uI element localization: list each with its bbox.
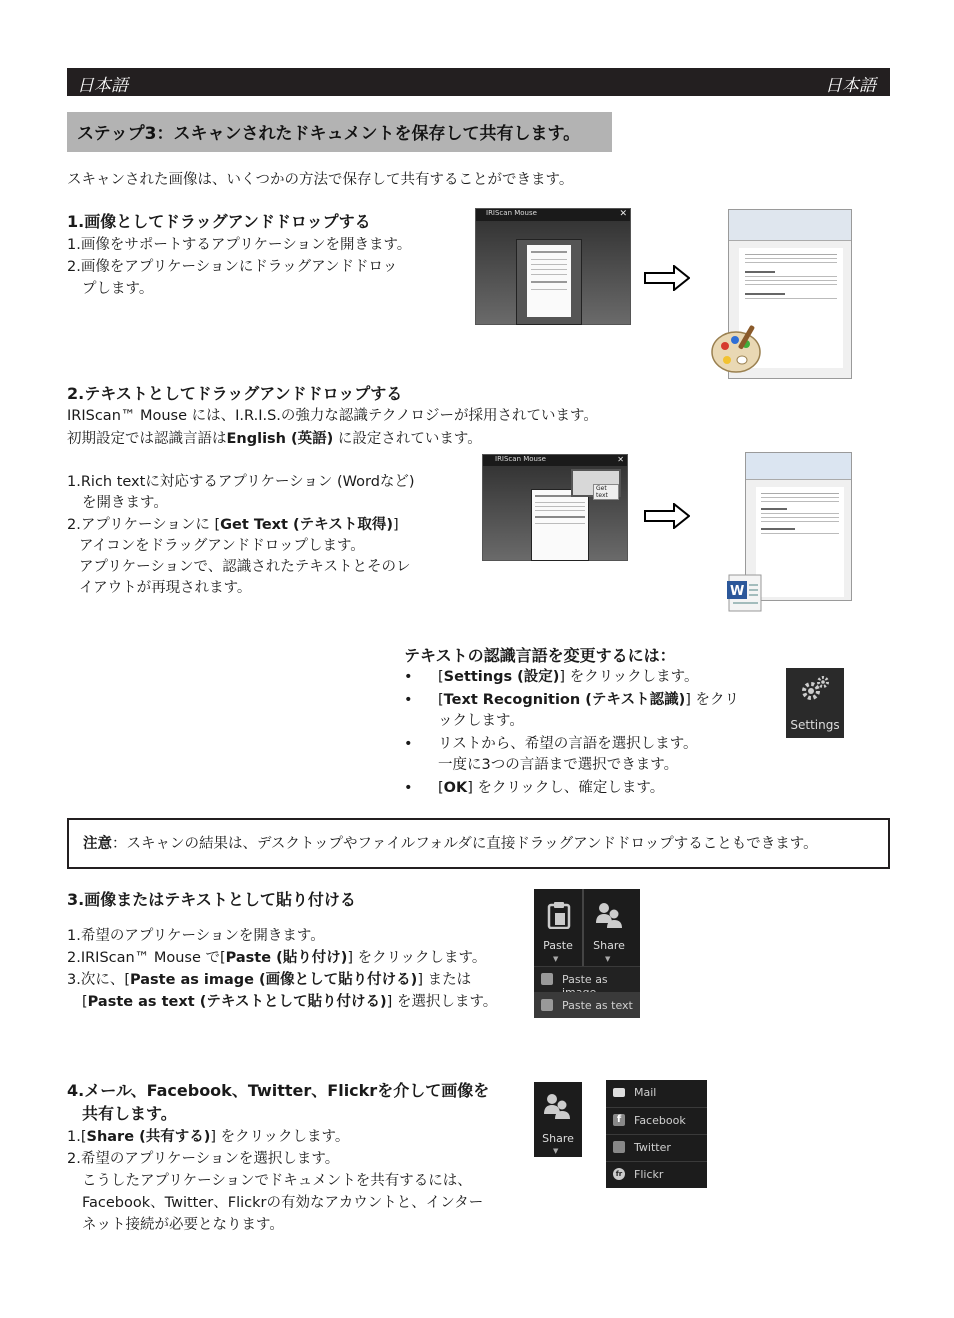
section2-heading: 2.テキストとしてドラッグアンドドロップする — [67, 384, 403, 403]
scanned-document-preview-2 — [531, 489, 589, 561]
section2-step1-cont: を開きます。 — [82, 495, 168, 511]
scanned-document-frame — [516, 239, 582, 325]
step-title: ステップ3：スキャンされたドキュメントを保存して共有します。 — [67, 112, 612, 152]
section4-step1: 1.[Share (共有する)] をクリックします。 — [67, 1129, 350, 1145]
section3-step3: 3.次に、[Paste as image (画像として貼り付ける)] または — [67, 972, 472, 988]
section4-heading-cont: 共有します。 — [82, 1104, 177, 1123]
note-box — [67, 818, 890, 869]
facebook-icon: f — [613, 1114, 625, 1126]
twitter-icon — [613, 1141, 625, 1153]
section1-heading: 1.画像としてドラッグアンドドロップする — [67, 212, 371, 231]
intro-text: スキャンされた画像は、いくつかの方法で保存して共有することができます。 — [67, 172, 574, 188]
section2-step2-cont2: アプリケーションで、認識されたテキストとそのレ — [79, 559, 411, 575]
text-document-icon — [541, 999, 553, 1011]
close-icon: ✕ — [619, 209, 627, 219]
share-twitter-item[interactable] — [606, 1134, 707, 1160]
header-language-left: 日本語 — [77, 76, 128, 96]
paste-button[interactable] — [534, 889, 584, 966]
section2-step1: 1.Rich textに対応するアプリケーション (Wordなど) — [67, 474, 415, 490]
share-label: Share — [593, 939, 625, 952]
section3-step3-cont: [Paste as text (テキストとして貼り付ける)] を選択します。 — [82, 994, 498, 1010]
section4-step2-cont1: こうしたアプリケーションでドキュメントを共有するには、 — [82, 1173, 472, 1189]
get-text-label: Get text — [593, 484, 619, 500]
chevron-down-icon: ▼ — [553, 955, 559, 963]
section1-step2: 2.画像をアプリケーションにドラッグアンドドロッ — [67, 259, 398, 275]
paint-palette-icon — [708, 322, 764, 378]
chevron-down-icon-2: ▼ — [605, 955, 611, 963]
section3-step2: 2.IRIScan™ Mouse で[Paste (貼り付け)] をクリックします。 — [67, 950, 487, 966]
share-facebook-item[interactable] — [606, 1107, 707, 1133]
section4-step2-cont2: Facebook、Twitter、Flickrの有効なアカウントと、インター — [82, 1195, 484, 1211]
section4-heading: 4.メール、Facebook、Twitter、Flickrを介して画像を — [67, 1081, 490, 1100]
language-step-ok: • [OK] をクリックし、確定します。 — [400, 778, 760, 799]
settings-label: Settings — [790, 718, 840, 732]
section4-step2: 2.希望のアプリケーションを選択します。 — [67, 1151, 340, 1167]
note-text: ：スキャンの結果は、デスクトップやファイルフォルダに直接ドラッグアンドドロップすることもできます。 — [112, 836, 818, 852]
close-icon-2: ✕ — [617, 455, 624, 464]
section2-step2-cont1: アイコンをドラッグアンドドロップします。 — [79, 538, 365, 554]
language-step-text-recognition: • [Text Recognition (テキスト認識)] をクリ ックします。 — [400, 690, 760, 732]
iriscan-gettext-screenshot — [482, 454, 628, 561]
section3-step1: 1.希望のアプリケーションを開きます。 — [67, 928, 325, 944]
share-mail-label: Mail — [634, 1086, 657, 1099]
language-step-settings: • [Settings (設定)] をクリックします。 — [400, 667, 760, 688]
get-text-drag-icon[interactable] — [571, 469, 621, 497]
share-flickr-item[interactable] — [606, 1161, 707, 1187]
language-step-select: • リストから、希望の言語を選択します。 一度に3つの言語まで選択できます。 — [400, 734, 760, 776]
paste-label: Paste — [543, 939, 573, 952]
section2-step2: 2.アプリケーションに [Get Text (テキスト取得)] — [67, 517, 399, 533]
header-language-right: 日本語 — [825, 76, 876, 96]
section2-paragraph1: IRIScan™ Mouse には、I.R.I.S.の強力な認識テクノロジーが採用されています。 — [67, 408, 598, 424]
clipboard-icon — [547, 901, 571, 929]
language-steps-list — [400, 667, 760, 799]
share-button[interactable] — [584, 889, 634, 966]
section2-step2-cont3: イアウトが再現されます。 — [79, 580, 252, 596]
language-heading: テキストの認識言語を変更するには： — [404, 646, 676, 665]
scanned-document-preview — [527, 245, 571, 317]
word-document-icon — [725, 573, 767, 613]
svg-text:W: W — [730, 584, 745, 599]
share-people-icon — [595, 901, 623, 929]
share-mail-item[interactable] — [606, 1080, 707, 1106]
section4-step2-cont3: ネット接続が必要となります。 — [82, 1217, 284, 1233]
share-twitter-label: Twitter — [634, 1141, 671, 1154]
right-arrow-icon — [644, 265, 690, 291]
section3-heading: 3.画像またはテキストとして貼り付ける — [67, 890, 356, 909]
share-label-2: Share — [542, 1132, 574, 1145]
settings-button[interactable] — [786, 668, 844, 738]
paste-as-image-menu-item[interactable] — [534, 966, 640, 992]
paste-as-text-menu-item[interactable] — [534, 992, 640, 1018]
share-flickr-label: Flickr — [634, 1168, 664, 1181]
section1-step1: 1.画像をサポートするアプリケーションを開きます。 — [67, 237, 412, 253]
paste-share-panel — [534, 889, 640, 1018]
iriscan-window-title-2: IRIScan Mouse — [495, 455, 546, 463]
right-arrow-icon-2 — [644, 503, 690, 529]
section2-paragraph2: 初期設定では認識言語はEnglish (英語) に設定されています。 — [67, 431, 482, 447]
language-header-bar — [67, 68, 890, 96]
chevron-down-icon-3: ▼ — [553, 1147, 559, 1155]
iriscan-window-screenshot — [475, 208, 631, 325]
paste-as-text-label: Paste as text — [562, 999, 633, 1012]
flickr-icon: fr — [613, 1168, 625, 1180]
note-label: 注意 — [83, 836, 112, 852]
share-people-icon-2 — [543, 1092, 571, 1120]
paste-as-image-label: Paste as — [562, 973, 608, 986]
mail-icon — [613, 1088, 625, 1097]
image-icon — [541, 973, 553, 985]
iriscan-window-title: IRIScan Mouse — [486, 209, 537, 217]
share-button-section4[interactable] — [534, 1082, 582, 1157]
share-menu — [606, 1080, 707, 1188]
section1-step2-cont: プします。 — [82, 281, 154, 297]
gear-icon — [798, 674, 832, 704]
share-facebook-label: Facebook — [634, 1114, 686, 1127]
